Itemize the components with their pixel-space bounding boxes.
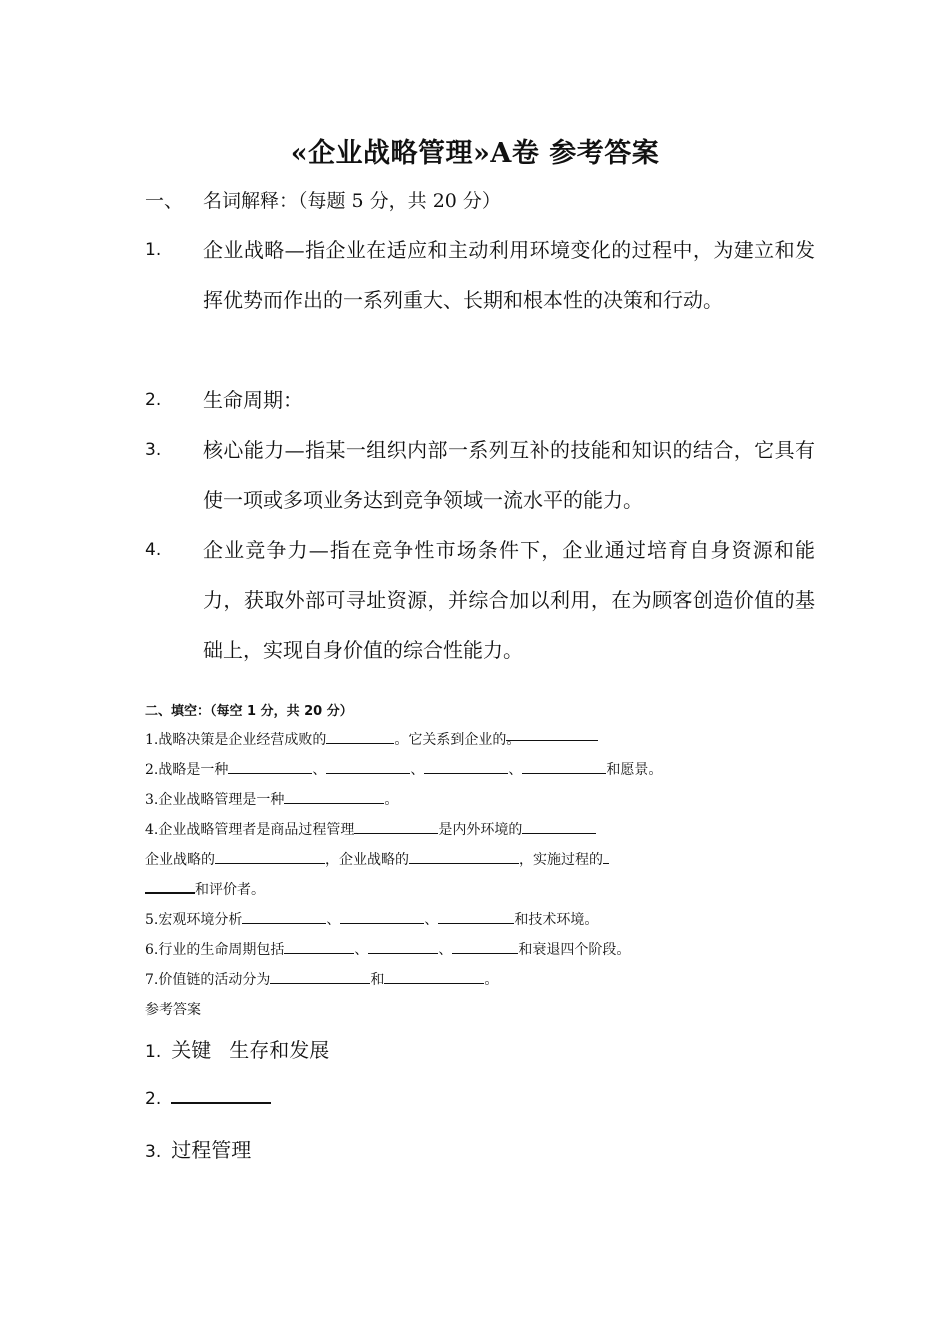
definition-item-4: 4. 企业竞争力—指在竞争性市场条件下，企业通过培育自身资源和能力，获取外部可寻址资源，并综合加以利用，在为顾客创造价值的基础上，实现自身价值的综合性能力。 [145,525,815,675]
definition-text: 生命周期： [203,388,303,412]
answer-3: 3. 过程管理 [145,1138,252,1162]
fill-question-3: 3.企业战略管理是一种 。 [145,786,398,815]
fill-question-5: 5.宏观环境分析 、 、 和技术环境。 [145,906,598,935]
answer-label: 参考答案 [145,1002,201,1018]
definition-item-2: 2. 生命周期： [145,375,815,425]
section1-number: 一、 [145,190,184,212]
definition-text: 企业竞争力—指在竞争性市场条件下，企业通过培育自身资源和能力，获取外部可寻址资源，并综合加以利用，在为顾客创造价值的基础上，实现自身价值的综合性能力。 [203,538,815,662]
definition-item-1: 1. 企业战略—指企业在适应和主动利用环境变化的过程中，为建立和发挥优势而作出的一系列重大、长期和根本性的决策和行动。 [145,225,815,325]
fill-question-2: 2.战略是一种 、 、 、 和愿景。 [145,756,662,785]
section1-heading [145,186,501,213]
section1-heading-text: 名词解释：（每题 5 分，共 20 分） [203,190,501,212]
fill-question-6: 6.行业的生命周期包括 、 、 和衰退四个阶段。 [145,936,630,965]
fill-question-4-end: 和评价者。 [145,876,265,905]
page-title: «企业战略管理»A卷 参考答案 [290,138,660,169]
fill-question-4-cont: 企业战略的 ，企业战略的 ，实施过程的 [145,846,609,875]
definition-item-3: 3. 核心能力—指某一组织内部一系列互补的技能和知识的结合，它具有使一项或多项业务达到竞争领域一流水平的能力。 [145,425,815,525]
fill-question-4: 4.企业战略管理者是商品过程管理 是内外环境的 [145,816,596,845]
fill-question-1: 1.战略决策是企业经营成败的 。它关系到企业的。 [145,726,598,755]
answer-1: 1. 关键 生存和发展 [145,1038,330,1062]
section2-heading: 二、填空：（每空 1 分，共 20 分） [145,704,353,719]
definition-text: 企业战略—指企业在适应和主动利用环境变化的过程中，为建立和发挥优势而作出的一系列重大、长期和根本性的决策和行动。 [203,238,815,312]
answer-2: 2. [145,1084,271,1109]
fill-question-7: 7.价值链的活动分为 和 。 [145,966,498,995]
answer-blank-line [171,1084,271,1104]
definition-text: 核心能力—指某一组织内部一系列互补的技能和知识的结合，它具有使一项或多项业务达到竞争领域一流水平的能力。 [203,438,815,512]
